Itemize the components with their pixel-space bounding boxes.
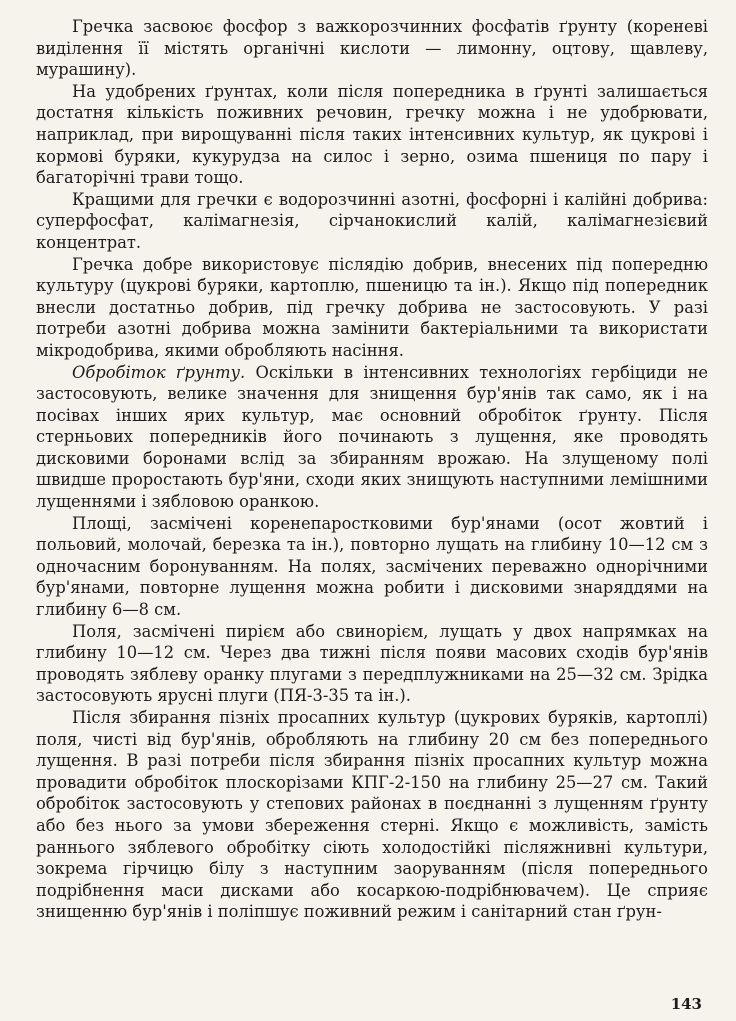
paragraph-6: Площі, засмічені коренепаростковими бур'янами (осот жовтий і польовий, молочай, березка та ін.), повторно лущать на глибину 10—12 см з одночасним боронуванням. На полях, засмічених переважно однорічними бур'янами, повторне лущення можна робити і дисковими знаряддями на глибину 6—8 см.	[36, 513, 708, 620]
page-number: 143	[670, 995, 702, 1013]
paragraph-1: Гречка засвоює фосфор з важкорозчинних фосфатів ґрунту (кореневі виділення її містять органічні кислоти — лимонну, оцтову, щавлеву, мурашину).	[36, 17, 708, 80]
paragraph-3: Кращими для гречки є водорозчинні азотні, фосфорні і калійні добрива: суперфосфат, калімагнезія, сірчанокислий калій, калімагнезієвий концентрат.	[36, 189, 708, 252]
paragraph-7: Поля, засмічені пирієм або свинорієм, лущать у двох напрямках на глибину 10—12 см. Через два тижні після появи масових сходів бур'янів проводять зяблеву оранку плугами з передплужниками на 25—32 см. Зрідка застосовують ярусні плуги (ПЯ-3-35 та ін.).	[36, 621, 708, 706]
paragraph-5-text: Оскільки в інтенсивних технологіях гербіциди не застосовують, велике значення для знищення бур'янів так само, як і на посівах інших ярих культур, має основний обробіток ґрунту. Після стерньових попередників його починають з лущення, яке проводять дисковими боронами вслід за збиранням врожаю. На злущеному полі швидше проростають бур'яни, сходи яких знищують наступними лемішними лущеннями і зябловою оранкою.	[36, 362, 708, 512]
body-text	[36, 16, 708, 923]
paragraph-8: Після збирання пізніх просапних культур (цукрових буряків, картоплі) поля, чисті від бур'янів, обробляють на глибину 20 см без попереднього лущення. В разі потреби після збирання пізніх просапних культур можна провадити обробіток плоскорізами КПГ-2-150 на глибину 25—27 см. Такий обробіток застосовують у степових районах в поєднанні з лущенням ґрунту або без нього за умови збереження стерні. Якщо є можливість, замість раннього зяблевого обробітку сіють холодостійкі післяжнивні культури, зокрема гірчицю білу з наступним заоруванням (після попереднього подрібнення маси дисками або косаркою-подрібнювачем). Це сприяє знищенню бур'янів і поліпшує поживний режим і санітарний стан ґрун-	[36, 708, 708, 922]
paragraph-5	[36, 362, 708, 513]
paragraph-2: На удобрених ґрунтах, коли після попередника в ґрунті залишається достатня кількість поживних речовин, гречку можна і не удобрювати, наприклад, при вирощуванні після таких інтенсивних культур, як цукрові і кормові буряки, кукурудза на силос і зерно, озима пшениця по пару і багаторічні трави тощо.	[36, 81, 708, 188]
section-heading: Обробіток ґрунту.	[72, 362, 246, 382]
paragraph-4: Гречка добре використовує післядію добрив, внесених під попередню культуру (цукрові буряки, картоплю, пшеницю та ін.). Якщо під попередник внесли достатньо добрив, під гречку добрива не застосовують. У разі потреби азотні добрива можна замінити бактеріальними та використати мікродобрива, якими обробляють насіння.	[36, 254, 708, 360]
